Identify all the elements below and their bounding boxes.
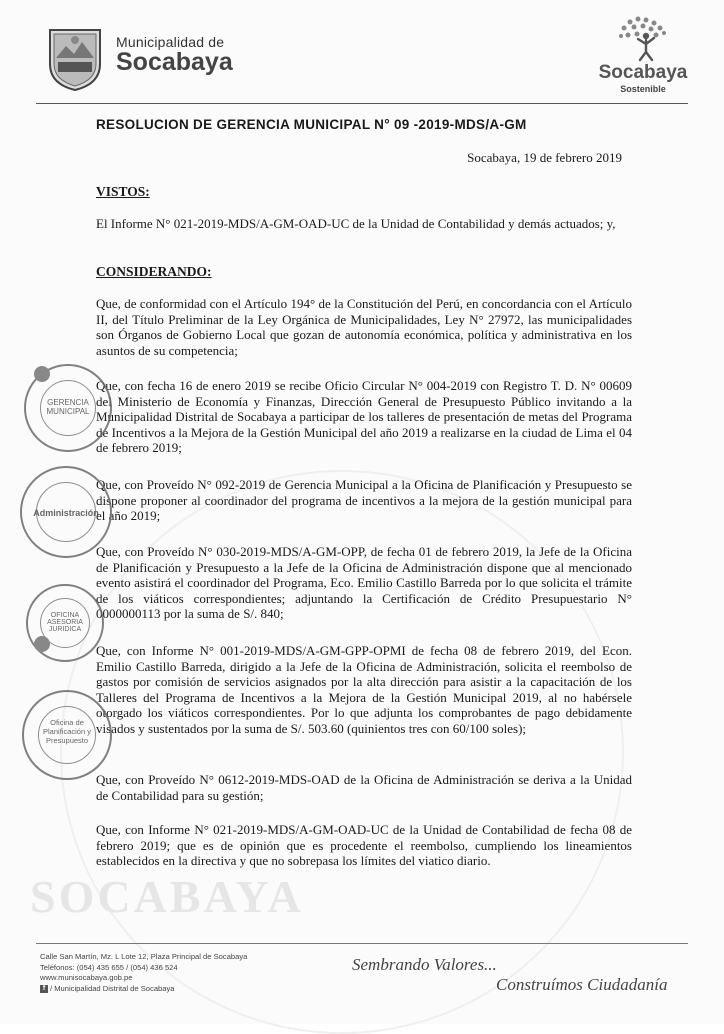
considerando-paragraph-6: Que, con Proveído N° 0612-2019-MDS-OAD de la Oficina de Administración se deriva a la Unidad de Contabilidad para su gestión; (96, 772, 632, 803)
asesoria-stamp-text: OFICINA ASESORIA JURIDICA (47, 612, 83, 633)
stamp-mark-2 (34, 636, 50, 652)
considerando-paragraph-1: Que, de conformidad con el Artículo 194° de la Constitución del Perú, en concordancia con el Artículo II, del Título Preliminar de la Ley Orgánica de Municipalidades, Ley N° 27972, las municipalidades son Órganos de Gobierno Local que gozan de autonomía económica, política y administrativa en los asuntos de su competencia; (96, 296, 632, 358)
considerando-paragraph-3: Que, con Proveído N° 092-2019 de Gerencia Municipal a la Oficina de Planificación y Presupuesto se dispone proponer al coordinador del programa de incentivos a la mejora de la gestión municipal para el año 2019; (96, 477, 632, 523)
considerando-paragraph-7: Que, con Informe N° 021-2019-MDS/A-GM-OAD-UC de la Unidad de Contabilidad de fecha 08 de febrero 2019; que es de opinión que es procedente el reembolso, cumpliendo los lineamientos establecidos en la directiva y que no sobrepasa los límites del viatico diario. (96, 822, 632, 868)
resolution-date: Socabaya, 19 de febrero 2019 (467, 150, 622, 165)
facebook-icon: f (40, 985, 48, 993)
sostenible-logo (588, 14, 698, 102)
watermark-text: SOCABAYA (30, 871, 304, 922)
footer-website: www.munisocabaya.gob.pe (40, 973, 133, 983)
vistos-heading: VISTOS: (96, 184, 150, 199)
slogan-line2: Construímos Ciudadanía (496, 975, 668, 994)
planificacion-stamp (22, 690, 112, 780)
header-divider (36, 103, 688, 104)
administracion-stamp (20, 466, 112, 558)
brand-name: Socabaya (598, 62, 688, 83)
considerando-paragraph-4: Que, con Proveído N° 030-2019-MDS/A-GM-OPP, de fecha 01 de febrero 2019, la Jefe de la Oficina de Planificación y Presupuesto a la Jefe de la Oficina de Administración dispone que al mencionado evento asistirá el coordinador del Programa, Eco. Emilio Castillo Barreda por lo que solicita el trámite de los viáticos correspondientes; adjuntando la Certificación de Crédito Presupuestario N° 0000000113 por la suma de S/. 840; (96, 544, 632, 621)
gerencia-stamp-text: GERENCIA MUNICIPAL (46, 398, 90, 416)
tree-figure-icon (588, 14, 698, 64)
footer-facebook (40, 984, 247, 995)
considerando-paragraph-5: Que, con Informe N° 001-2019-MDS/A-GM-GPP-OPMI de fecha 08 de febrero 2019, del Econ. Emilio Castillo Barreda, dirigido a la Jefe de la Oficina de Administración, solicita el reembolso de gastos por comisión de servicios asignados por la alta dirección para asistir a la capacitación de los Talleres del Programa de Incentivos a la Mejora de la Gestión Municipal 2019, al no habérsele otorgado los viáticos correspondientes. Por lo que adjunta los comprobantes de pago debidamente visados y sustentados por la suma de S/. 503.60 (quinientos tres con 60/100 soles); (96, 643, 632, 736)
slogan-line1: Sembrando Valores... (352, 955, 497, 974)
vistos-paragraph: El Informe N° 021-2019-MDS/A-GM-OAD-UC de la Unidad de Contabilidad y demás actuados; y, (96, 216, 616, 231)
resolution-title: RESOLUCION DE GERENCIA MUNICIPAL N° 09 -2019-MDS/A-GM (96, 117, 527, 132)
planificacion-stamp-text: Oficina de Planificación y Presupuesto (43, 718, 91, 745)
considerando-heading: CONSIDERANDO: (96, 264, 212, 279)
footer-divider (36, 943, 688, 944)
footer-address: Calle San Martín, Mz. L Lote 12, Plaza Principal de Socabaya (40, 952, 248, 961)
municipality-line2: Socabaya (116, 48, 233, 76)
municipality-name (116, 34, 233, 77)
stamp-mark (34, 366, 50, 382)
municipal-crest-icon (44, 24, 106, 92)
considerando-paragraph-2: Que, con fecha 16 de enero 2019 se recibe Oficio Circular N° 004-2019 con Registro T. D. N° 00609 del Ministerio de Economía y Finanzas, Dirección General de Presupuesto Público invitando a la Municipalidad Distrital de Socabaya a participar de los talleres de presentación de metas del Programa de Incentivos a la Mejora de la Gestión Municipal del año 2019 a realizarse en la ciudad de Lima el 04 de febrero 2019; (96, 378, 632, 455)
municipality-line1: Municipalidad de (116, 34, 225, 50)
footer-phones: Teléfonos: (054) 435 655 / (054) 436 524 (40, 962, 178, 972)
footer-facebook-text: / Municipalidad Distrital de Socabaya (50, 983, 175, 993)
administracion-stamp-text: Administración (33, 508, 99, 518)
footer-contact (40, 952, 247, 994)
brand-sub: Sostenible (620, 84, 666, 94)
